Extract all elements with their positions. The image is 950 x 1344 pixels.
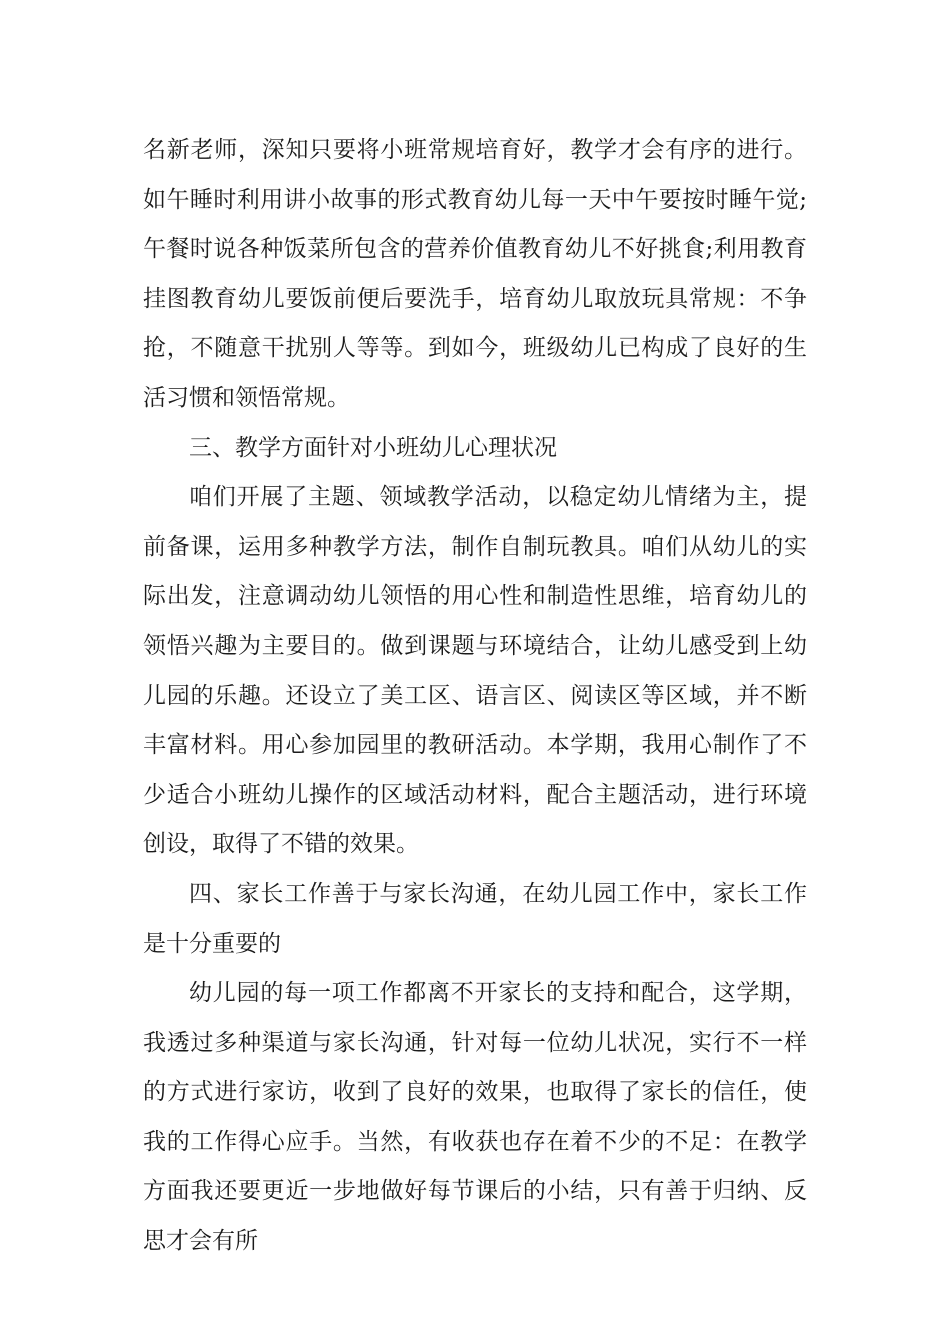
section-heading-parents: 四、家长工作善于与家长沟通，在幼儿园工作中，家长工作是十分重要的 bbox=[143, 880, 807, 957]
section-heading-teaching: 三、教学方面针对小班幼儿心理状况 bbox=[189, 434, 557, 461]
paragraph-continuation: 名新老师，深知只要将小班常规培育好，教学才会有序的进行。如午睡时利用讲小故事的形式教育幼儿每一天中午要按时睡午觉;午餐时说各种饭菜所包含的营养价值教育幼儿不好挑食;利用教育挂图教育幼儿要饭前便后要洗手，培育幼儿取放玩具常规：不争抢，不随意干扰别人等等。到如今，班级幼儿已构成了良好的生活习惯和领悟常规。 bbox=[143, 137, 807, 411]
document-body bbox=[143, 126, 807, 1267]
paragraph-parents: 幼儿园的每一项工作都离不开家长的支持和配合，这学期，我透过多种渠道与家长沟通，针对每一位幼儿状况，实行不一样的方式进行家访，收到了良好的效果，也取得了家长的信任，使我的工作得心应手。当然，有收获也存在着不少的不足：在教学方面我还要更近一步地做好每节课后的小结，只有善于归纳、反思才会有所 bbox=[143, 980, 807, 1255]
paragraph-teaching: 咱们开展了主题、领域教学活动，以稳定幼儿情绪为主，提前备课，运用多种教学方法，制作自制玩教具。咱们从幼儿的实际出发，注意调动幼儿领悟的用心性和制造性思维，培育幼儿的领悟兴趣为主要目的。做到课题与环境结合，让幼儿感受到上幼儿园的乐趣。还设立了美工区、语言区、阅读区等区域，并不断丰富材料。用心参加园里的教研活动。本学期，我用心制作了不少适合小班幼儿操作的区域活动材料，配合主题活动，进行环境创设，取得了不错的效果。 bbox=[143, 484, 807, 858]
